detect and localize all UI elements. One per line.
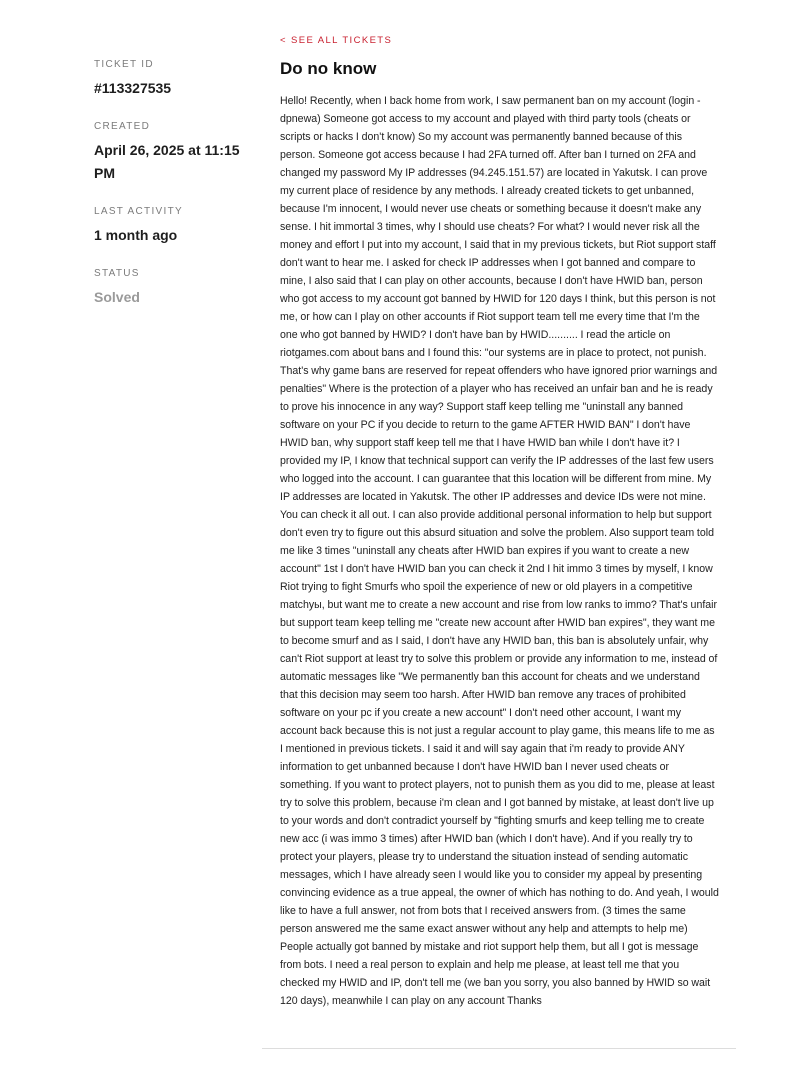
ticket-content — [280, 30, 720, 1010]
created-value: April 26, 2025 at 11:15 PM — [94, 142, 240, 181]
created-label: CREATED — [94, 121, 151, 132]
ticket-title: Do no know — [280, 59, 377, 78]
ticket-id-value: #113327535 — [94, 80, 172, 96]
last-activity-block — [94, 205, 244, 247]
ticket-meta-sidebar — [94, 58, 244, 329]
ticket-id-label: TICKET ID — [94, 59, 154, 70]
divider — [262, 1048, 736, 1049]
created-block — [94, 120, 244, 185]
status-block — [94, 267, 244, 309]
see-all-tickets-link[interactable]: < SEE ALL TICKETS — [280, 35, 393, 46]
last-activity-label: LAST ACTIVITY — [94, 206, 183, 217]
status-badge: Solved — [94, 289, 140, 305]
ticket-message-body: Hello! Recently, when I back home from work, I saw permanent ban on my account (login - dpnewa) Someone got access to my account and played with third party tools (cheats or scripts or hacks I don't know) So my account was permanently banned because of this person. Someone got access because I had 2FA turned off. After ban I turned on 2FA and changed my password My IP addresses (94.245.151.57) are located in Yakutsk. I can prove my current place of residence by any methods. I already created tickets to get unbanned, because I'm innocent, I would never use cheats or something because it doesn't make any sense. I hit immortal 3 times, why I should use cheats? For what? I would never risk all the money and effort I put into my account, I said that in my previous tickets, but Riot support staff don't want to hear me. I asked for check IP addresses when I got banned and compare to mine, I also said that I can play on other accounts, because I don't have HWID ban, person who got access to my account got banned by HWID for 120 days I think, but this person is not me, or how can I play on other accounts if Riot support team tell me every time that I'm the one who got banned by HWID? I don't have ban by HWID.......... I read the article on riotgames.com about bans and I found this: "our systems are in place to protect, not punish. That's why game bans are reserved for repeat offenders who have ignored prior warnings and penalties" Where is the protection of a player who has received an unfair ban and he is ready to prove his innocence in any way? Support staff keep telling me "uninstall any banned software on your PC if you decide to return to the game AFTER HWID BAN" I don't have HWID ban, why support staff keep tell me that I have HWID ban while I don't have it? I provided my IP, I know that technical support can verify the IP addresses of the last few users who logged into the account. I can guarantee that this location will be different from mine. My IP addresses are located in Yakutsk. The other IP addresses and device IDs were not mine. You can check it all out. I can also provide additional personal information to help but support don't even try to figure out this absurd situation and solve the problem. Also support team told me like 3 times "uninstall any cheats after HWID ban expires if you want to create a new account" 1st I don't have HWID ban you can check it 2nd I hit immo 3 times by myself, I know Riot trying to fight Smurfs who spoil the experience of new or old players in a competitive matchyы, but want me to create a new account and rise from low ranks to immo? That's unfair but support team keep telling me "create new account after HWID ban expires", they want me to become smurf and as I said, I don't have any HWID ban, this ban is absolutely unfair, why can't Riot support at least try to solve this problem or provide any information to me, instead of automatic messages like "We permanently ban this account for cheats and we understand that this decision may seem too harsh. After HWID ban remove any traces of prohibited software on your pc if you create a new account" I don't need other account, I want my account back because this is not just a regular account to play game, this means life to me as I mentioned in previous tickets. I said it and will say again that i'm ready to provide ANY information to get unbanned because I don't have HWID ban I never used cheats or something. If you want to protect players, not to punish them as you did to me, please at least try to solve this problem, because i'm clean and I got banned by mistake, at least don't live up to your words and don't contradict yourself by "fighting smurfs and keep telling me to create new acc (i was immo 3 times) after HWID ban (which I don't have). And if you really try to protect your players, please try to understand the situation instead of sending automatic messages, which I have already seen I would like you to consider my appeal by presenting convincing evidence as a true appeal, the owner of which has nothing to do. And yeah, I would like to have a full answer, not from bots that I received answers from. (3 times the same person answered me the same exact answer without any help and attempts to help me) People actually got banned by mistake and riot support help them, but all I got is message from bots. I need a real person to explain and help me please, at least tell me that you checked my HWID and IP, don't tell me (we ban you sorry, you also banned by HWID so wait 120 days), meanwhile I can play on any account Thanks — [280, 95, 719, 1007]
ticket-id-block — [94, 58, 244, 100]
status-label: STATUS — [94, 268, 140, 279]
last-activity-value: 1 month ago — [94, 227, 178, 243]
